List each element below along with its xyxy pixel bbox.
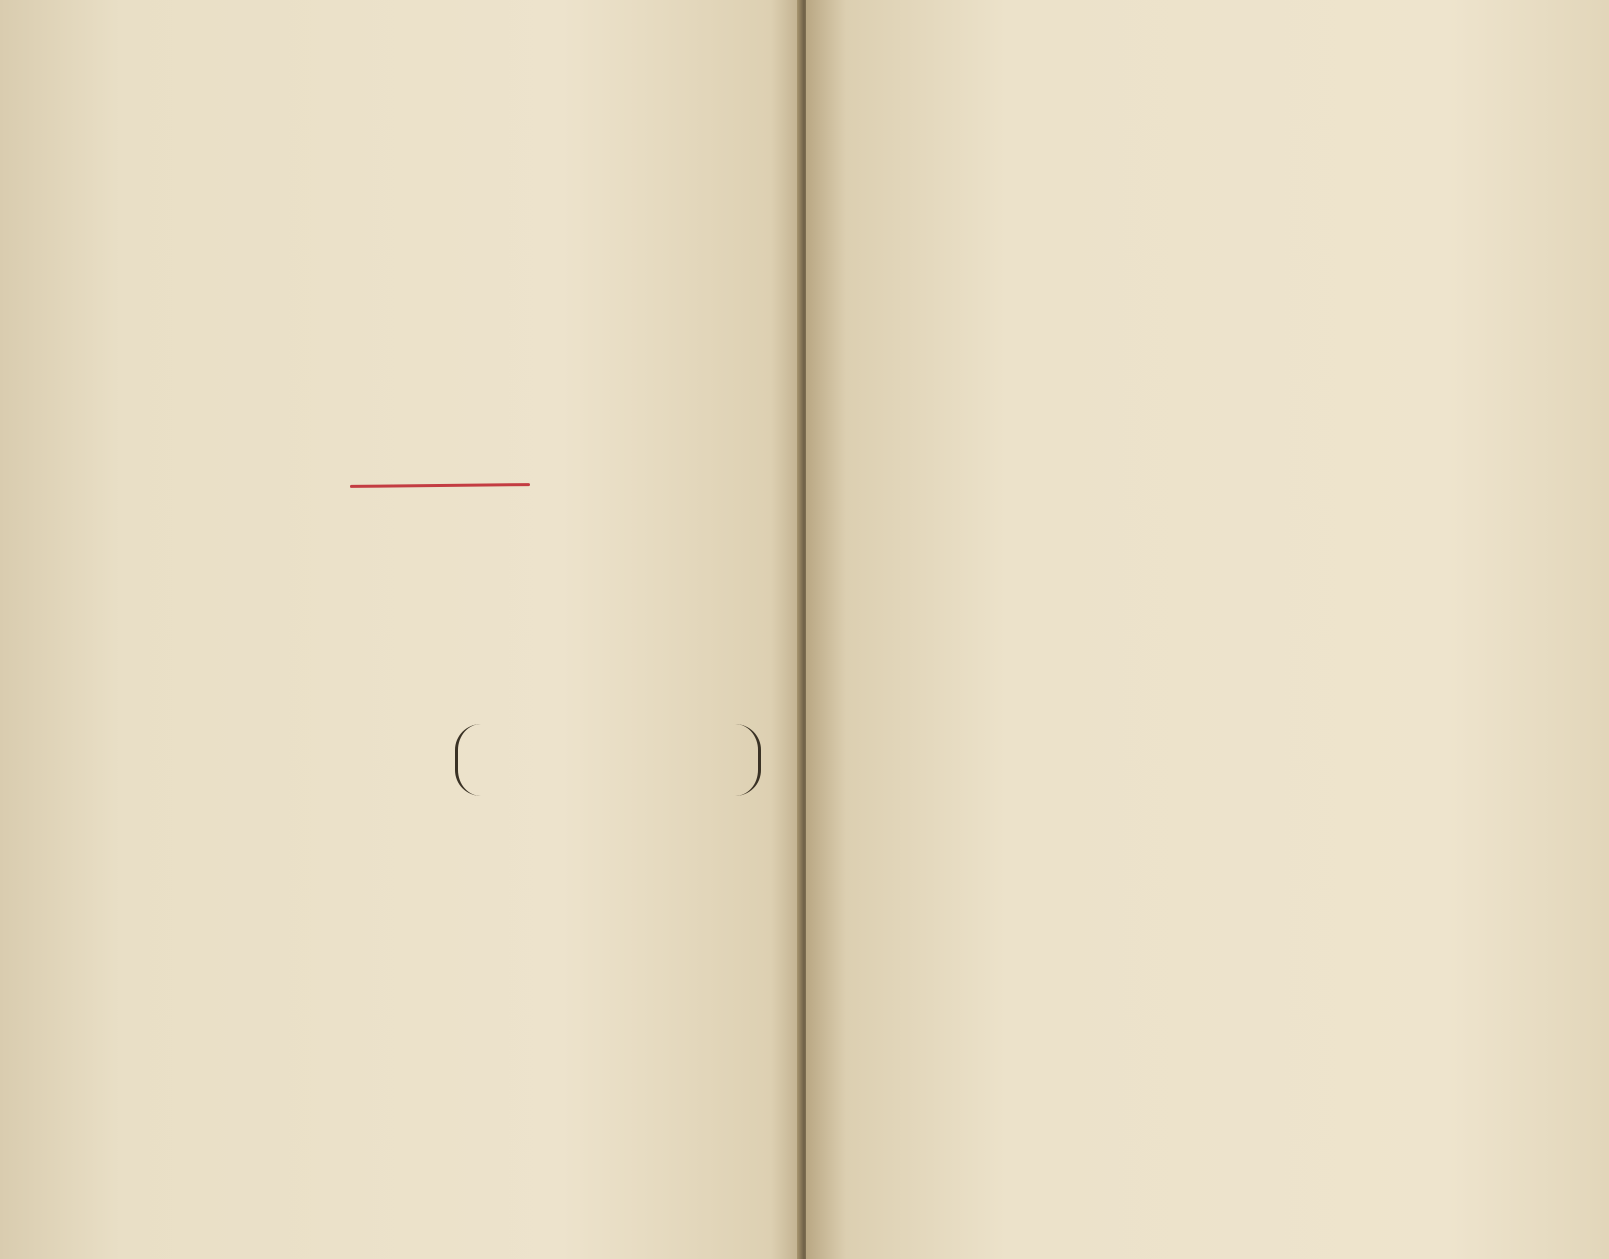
right-page	[806, 0, 1609, 1259]
bracket-group	[455, 724, 761, 796]
red-underline	[350, 483, 530, 488]
left-page	[0, 0, 803, 1259]
